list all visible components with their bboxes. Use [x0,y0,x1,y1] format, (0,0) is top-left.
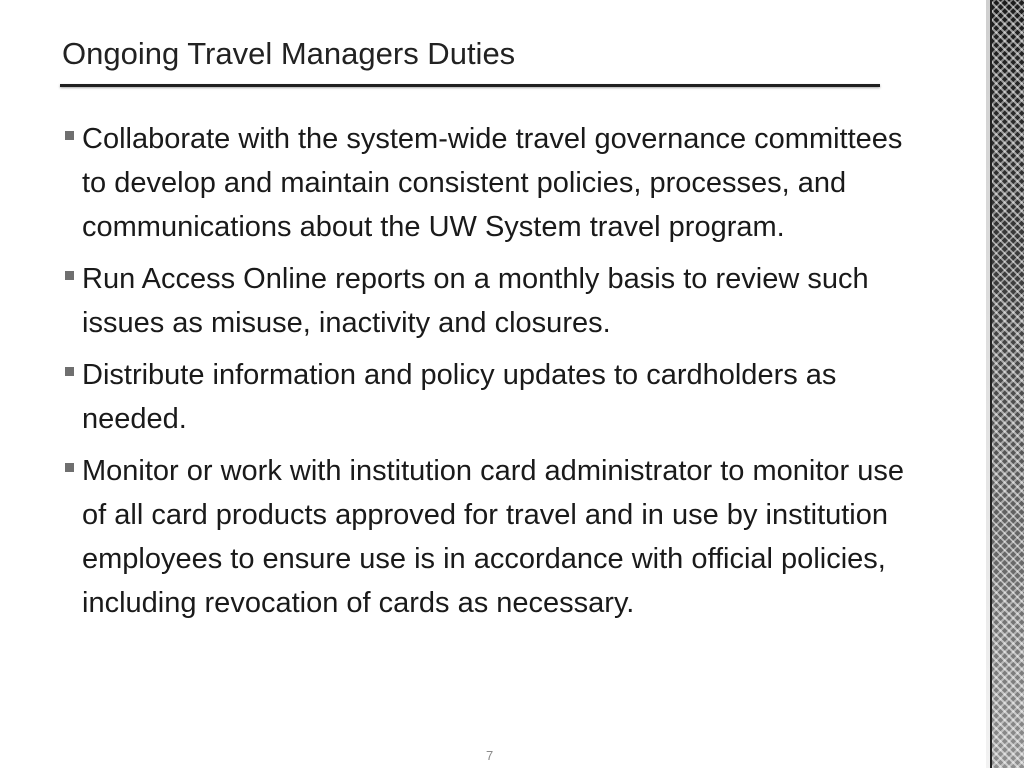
page-number: 7 [486,748,494,763]
bullet-item [62,353,932,441]
decorative-side-panel [990,0,1024,768]
bullet-item [62,117,932,249]
bullet-text: Run Access Online reports on a monthly basis to review such issues as misuse, inactivity and closures. [82,263,869,339]
title-underline [60,84,880,87]
bullet-item [62,257,932,345]
slide-title: Ongoing Travel Managers Duties [62,36,516,71]
square-bullet-icon [62,449,82,493]
bullet-item [62,449,932,625]
bullet-text: Distribute information and policy updates to cardholders as needed. [82,359,837,435]
square-bullet-icon [62,353,82,397]
square-bullet-icon [62,117,82,161]
square-bullet-icon [62,257,82,301]
bullet-text: Collaborate with the system-wide travel governance committees to develop and maintain consistent policies, processes, and communications about the UW System travel program. [82,123,903,243]
bullet-list [62,117,932,633]
bullet-text: Monitor or work with institution card administrator to monitor use of all card products approved for travel and in use by institution employees to ensure use is in accordance with official policies, including revocation of cards as necessary. [82,455,904,619]
